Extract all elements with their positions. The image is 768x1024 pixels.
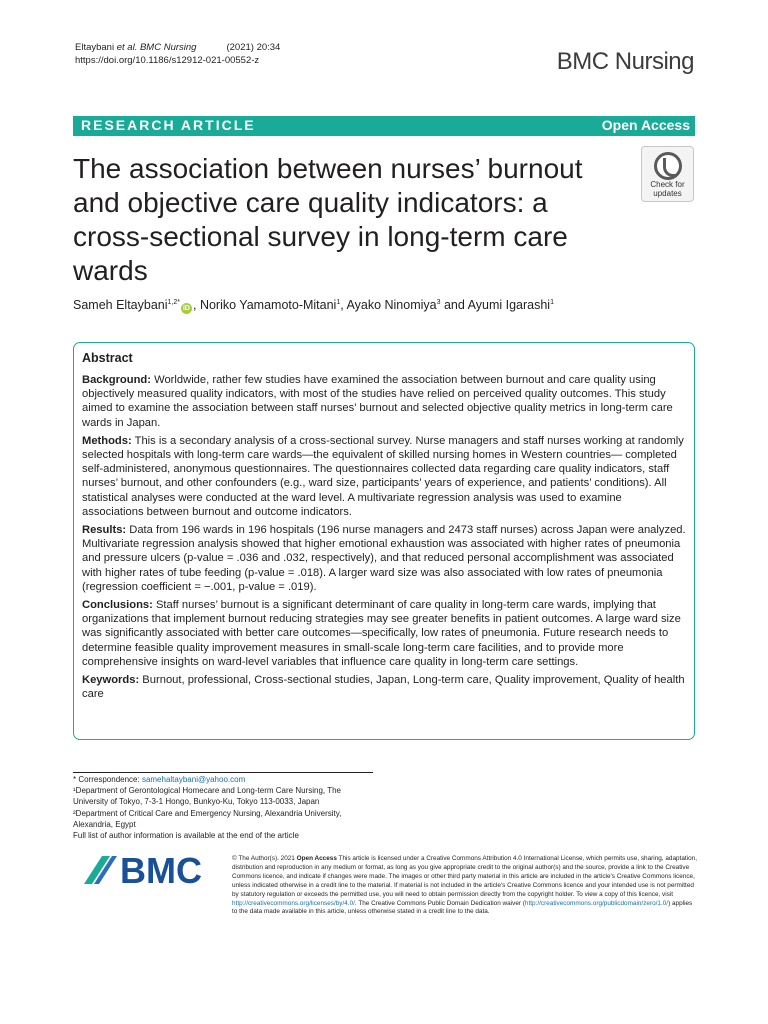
section-text: Worldwide, rather few studies have examined the association between burnout and care quality using objectively measured quality indicators, with most of the studies have relied on perceived quality outcomes. This study aimed to examine the association between staff nurses’ burnout and selected objective quality metrics in long-term care wards in Japan. xyxy=(82,374,673,429)
citation-line xyxy=(75,41,280,54)
citation-year: (2021) 20:34 xyxy=(226,42,281,53)
correspondence-email-link[interactable]: samehaltaybani@yahoo.com xyxy=(141,775,246,784)
cc-zero-link[interactable]: http://creativecommons.org/publicdomain/zero/1.0/ xyxy=(524,899,669,907)
author-name[interactable]: Ayako Ninomiya xyxy=(346,298,437,312)
section-text: Data from 196 wards in 196 hospitals (196 nurse managers and 2473 staff nurses) across Japan were analyzed. Multivariate regression analysis showed that higher emotional exhaustion was associated with higher rates of pneumonia and pressure ulcers (p-value = .036 and .032, respectively), and that reduced personal accomplishment was associated with higher rates of tube feeding (p-value = .018). A larger ward size was also associated with low rates of pneumonia (regression coefficient = −.001, p-value = .019). xyxy=(82,524,686,593)
author-name[interactable]: Sameh Eltaybani xyxy=(73,298,168,312)
author-name[interactable]: Noriko Yamamoto-Mitani xyxy=(199,298,337,312)
section-text: Burnout, professional, Cross-sectional studies, Japan, Long-term care, Quality improvement, Quality of health care xyxy=(82,674,685,701)
license-open-access: Open Access xyxy=(296,855,337,862)
journal-logo: BMC Nursing xyxy=(556,48,694,75)
section-text: Staff nurses’ burnout is a significant determinant of care quality in long-term care wards, implying that organizations that implement burnout reducing strategies may see greater benefits in patient outcomes. A large ward size was significantly associated with better care outcomes—specifically, low rates of pneumonia. Future research needs to determine feasible quality improvement measures in small-scale long-term care facilities, and to provide more comprehensive insights on ward-level variables that influence care quality in long-term care settings. xyxy=(82,599,681,668)
author-affiliation: 1 xyxy=(336,298,341,306)
author-list xyxy=(73,298,554,314)
author-affiliation: 1,2* xyxy=(167,298,180,306)
bmc-logo-text: BMC xyxy=(120,850,202,890)
affiliation-2: ²Department of Critical Care and Emergency Nursing, Alexandria University, Alexandria, Egypt xyxy=(73,808,342,829)
author-affiliation: 3 xyxy=(436,298,441,306)
footnotes xyxy=(73,774,378,841)
section-label: Keywords: xyxy=(82,674,140,687)
check-for-updates-badge[interactable] xyxy=(641,146,694,202)
author-info-note: Full list of author information is available at the end of the article xyxy=(73,831,299,841)
abstract-background xyxy=(82,373,686,430)
abstract-methods xyxy=(82,434,686,519)
article-type-banner xyxy=(73,116,695,136)
abstract-heading: Abstract xyxy=(82,351,133,365)
author-separator: and xyxy=(440,298,468,312)
section-label: Results: xyxy=(82,524,127,537)
abstract-keywords xyxy=(82,673,686,701)
license-text: This article is licensed under a Creative Commons Attribution 4.0 International License, which permits use, sharing, adaptation, distribution and reproduction in any medium or format, as long as you give appropriate credit to the original author(s) and the source, provide a link to the Creative Commons licence, and indicate if changes were made. The images or other third party material in this article are included in the article's Creative Commons licence, unless indicated otherwise in a credit line to the material. If material is not included in the article's Creative Commons licence and your intended use is not permitted by statutory regulation or exceeds the permitted use, you will need to obtain permission directly from the copyright holder. To view a copy of this licence, visit xyxy=(232,855,697,898)
cc-by-link[interactable]: http://creativecommons.org/licenses/by/4.0/ xyxy=(232,899,355,907)
affiliation-1: ¹Department of Gerontological Homecare and Long-term Care Nursing, The University of Tokyo, 7-3-1 Hongo, Bunkyo-Ku, Tokyo 113-0033, Japan xyxy=(73,786,341,807)
orcid-icon[interactable]: iD xyxy=(182,305,190,312)
section-label: Background: xyxy=(82,374,151,386)
license-text: . The Creative Commons Public Domain Dedication waiver ( xyxy=(354,899,525,907)
article-title: The association between nurses’ burnout and objective care quality indicators: a cross-sectional survey in long-term care wards xyxy=(73,153,583,286)
author-affiliation: 1 xyxy=(550,298,554,306)
license-statement xyxy=(232,855,697,917)
section-text: This is a secondary analysis of a cross-sectional survey. Nurse managers and staff nurses working at randomly selected hospitals with long-term care wards—the equivalent of skilled nursing homes in Western countries— completed self-administered, anonymous questionnaires. The questionnaires collected data regarding care quality indicators, staff nurses’ burnout, and other confounders (e.g., ward size, participants’ years of experience, and patients’ conditions). All statistical analyses were conducted at the ward level. A multivariate regression analysis was used to examine associations between burnout and outcome indicators. xyxy=(82,434,684,518)
author-separator: , xyxy=(192,298,200,312)
citation-header xyxy=(75,41,280,67)
author-name[interactable]: Ayumi Igarashi xyxy=(467,298,551,312)
abstract-conclusions xyxy=(82,598,686,669)
article-type-label: RESEARCH ARTICLE xyxy=(81,117,256,133)
license-text: © The Author(s). 2021 xyxy=(232,855,297,862)
abstract-box xyxy=(73,342,695,740)
crossmark-icon xyxy=(654,152,682,180)
bmc-publisher-logo xyxy=(80,850,220,890)
doi-link[interactable]: https://doi.org/10.1186/s12912-021-00552-z xyxy=(75,55,260,66)
updates-badge-line1: Check for xyxy=(650,180,685,189)
open-access-label: Open Access xyxy=(601,117,690,133)
abstract-results xyxy=(82,523,686,594)
correspondence-line xyxy=(73,774,378,785)
citation-authors: Eltaybani xyxy=(75,42,115,53)
citation-journal: et al. BMC Nursing xyxy=(114,42,197,53)
section-label: Conclusions: xyxy=(82,599,153,612)
license-text: ) applies to the data made available in this article, unless otherwise stated in a credit line to the data. xyxy=(232,899,693,916)
footnote-divider xyxy=(73,772,373,773)
updates-badge-line2: updates xyxy=(653,189,682,198)
correspondence-label: * Correspondence: xyxy=(73,775,142,784)
author-separator: , xyxy=(340,298,347,312)
section-label: Methods: xyxy=(82,434,132,447)
